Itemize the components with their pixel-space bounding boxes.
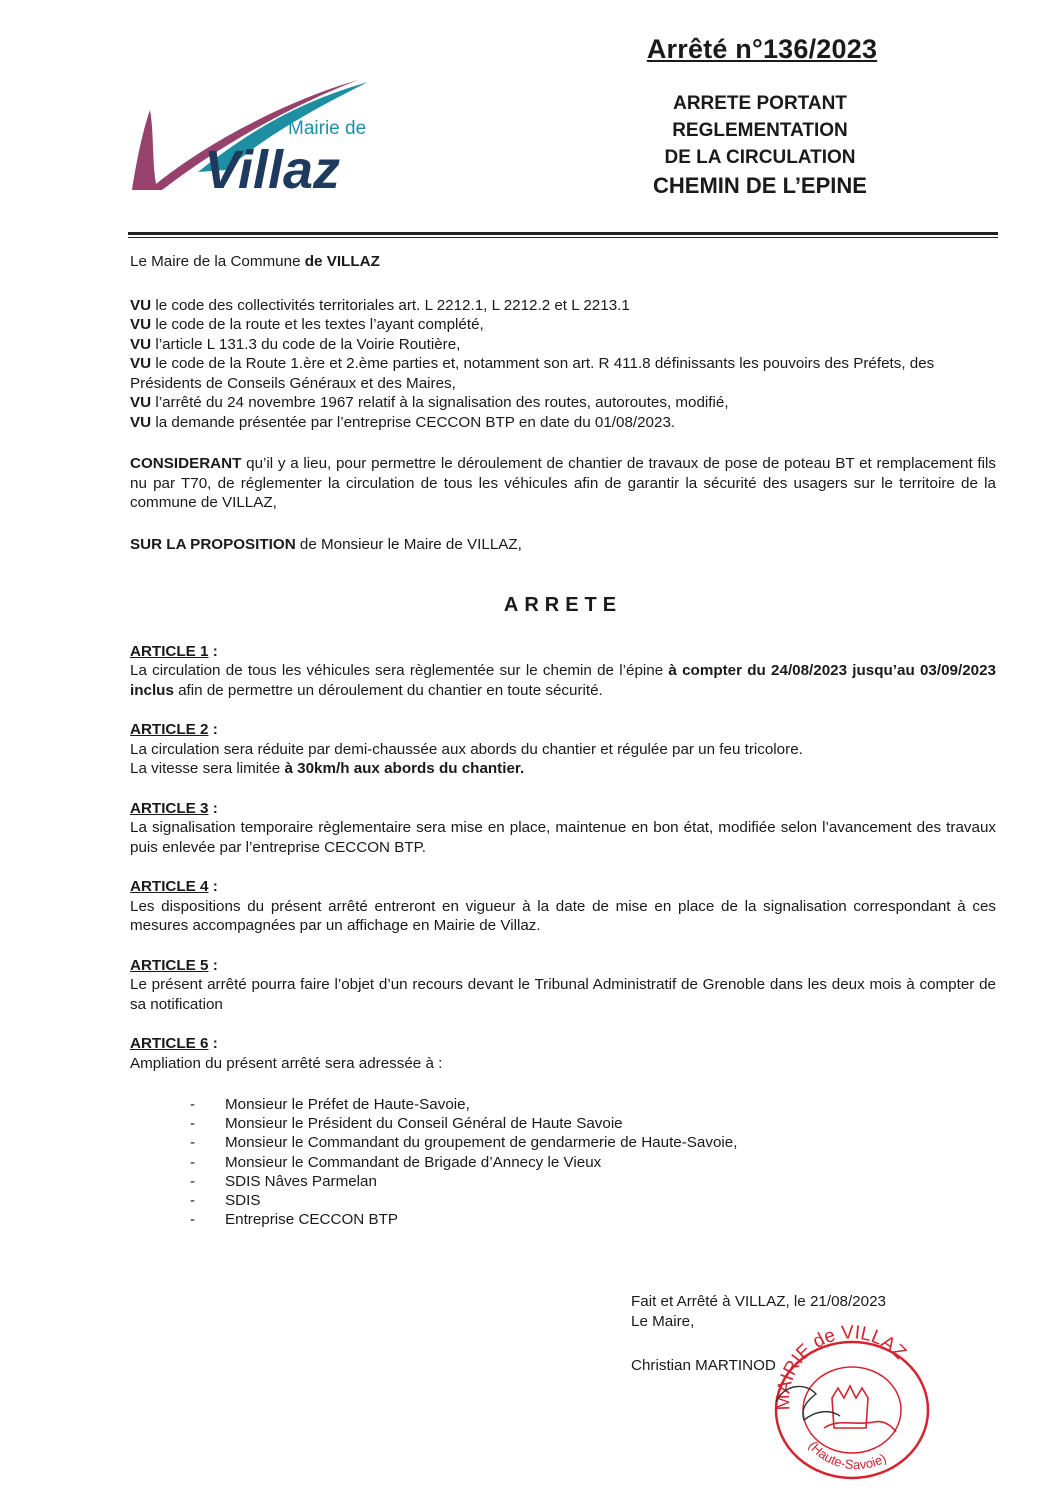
article-title: ARTICLE 2: [130, 721, 209, 738]
place-date: Fait et Arrêté à VILLAZ, le 21/08/2023: [631, 1293, 886, 1310]
list-item: [130, 1114, 996, 1133]
vu-item: [130, 296, 996, 316]
list-dash: -: [190, 1192, 196, 1210]
official-stamp: [762, 1318, 937, 1483]
article-heading: [130, 720, 996, 740]
article-heading: [130, 877, 996, 897]
vu-label: VU: [130, 413, 152, 431]
villaz-logo-graphic: [128, 72, 408, 197]
article-title: ARTICLE 1: [130, 642, 209, 660]
signatory-name: Christian MARTINOD: [631, 1357, 776, 1374]
list-dash: -: [190, 1096, 196, 1113]
vu-label: VU: [130, 394, 152, 411]
vu-item: [130, 335, 996, 355]
list-dash: -: [190, 1153, 196, 1171]
arrete-heading: ARRETE: [503, 594, 623, 616]
article-colon: :: [208, 1035, 218, 1052]
recipient-text: SDIS: [225, 1192, 261, 1210]
article-colon: :: [208, 721, 218, 738]
article-heading: [130, 956, 996, 976]
recipient-text: Entreprise CECCON BTP: [225, 1211, 399, 1229]
vu-text: l’arrêté du 24 novembre 1967 relatif à la signalisation des routes, autoroutes, modifié,: [151, 394, 729, 411]
title-subject: CHEMIN DE L’EPINE: [653, 173, 867, 198]
article-colon: :: [208, 642, 218, 660]
recipient-text: Monsieur le Préfet de Haute-Savoie,: [225, 1096, 470, 1113]
article-text-part: La circulation de tous les véhicules sera règlementée sur le chemin de l’épine: [130, 662, 669, 679]
article-text-bold: à compter du 24/08/2023 jusqu’au 03/09/2023 inclus: [130, 662, 997, 699]
article-1: [130, 642, 996, 701]
recipient-text: Monsieur le Président du Conseil Général de Haute Savoie: [225, 1115, 623, 1133]
list-dash: -: [190, 1115, 196, 1133]
villaz-logo: [128, 72, 408, 197]
logo-line2: Villaz: [204, 140, 341, 197]
vu-item: [130, 413, 996, 433]
intro-prefix: Le Maire de la Commune: [130, 253, 305, 270]
recipient-text: Monsieur le Commandant du groupement de gendarmerie de Haute-Savoie,: [225, 1134, 738, 1152]
vu-text: l’article L 131.3 du code de la Voirie Routière,: [151, 335, 461, 353]
article-heading: [130, 799, 996, 819]
article-text: La signalisation temporaire règlementaire sera mise en place, maintenue en bon état, modifiée selon l’avancement des travaux puis enlevée par l’entreprise CECCON BTP.: [130, 819, 996, 856]
header-divider-thick: [128, 232, 998, 235]
list-dash: -: [190, 1211, 196, 1229]
list-item: [130, 1153, 996, 1172]
article-4: [130, 877, 996, 936]
proposition-label: SUR LA PROPOSITION: [130, 535, 296, 553]
arrete-title: [590, 90, 930, 201]
article-5: [130, 956, 996, 1015]
proposition-text: de Monsieur le Maire de VILLAZ,: [295, 535, 522, 553]
article-colon: :: [208, 799, 218, 817]
vu-text: le code de la Route 1.ère et 2.ème parties et, notamment son art. R 411.8 définissants les pouvoirs des Préfets, des Présidents de Conseils Généraux et des Maires,: [130, 355, 935, 392]
signatory-role: Le Maire,: [631, 1313, 695, 1330]
list-item: [130, 1095, 996, 1114]
considerant-label: CONSIDERANT: [130, 455, 242, 472]
article-6: [130, 1034, 996, 1229]
vu-item: [130, 354, 996, 393]
recipient-list: [130, 1095, 996, 1229]
article-title: ARTICLE 4: [130, 878, 209, 895]
article-text: [130, 661, 996, 700]
article-colon: :: [208, 878, 218, 895]
vu-item: [130, 315, 996, 335]
recipient-text: Monsieur le Commandant de Brigade d’Annecy le Vieux: [225, 1153, 602, 1171]
vu-label: VU: [130, 355, 152, 372]
vu-label: VU: [130, 335, 152, 353]
article-text: [130, 759, 996, 779]
vu-label: VU: [130, 316, 152, 333]
arrete-number: Arrêté n°136/2023: [646, 34, 878, 64]
article-heading: [130, 1034, 996, 1054]
article-colon: :: [208, 956, 218, 974]
list-item: [130, 1133, 996, 1152]
article-title: ARTICLE 5: [130, 956, 209, 974]
article-text: La circulation sera réduite par demi-chaussée aux abords du chantier et régulée par un feu tricolore.: [130, 740, 803, 758]
article-text: Les dispositions du présent arrêté entreront en vigueur à la date de mise en place de la signalisation correspondant à ces mesures accompagnées par un affichage en Mairie de Villaz.: [130, 897, 996, 934]
vu-text: la demande présentée par l’entreprise CECCON BTP en date du 01/08/2023.: [151, 413, 676, 431]
stamp-graphic: [762, 1318, 937, 1483]
vu-text: le code de la route et les textes l’ayant complété,: [151, 316, 484, 333]
title-line-3: DE LA CIRCULATION: [664, 147, 856, 168]
list-item: [130, 1210, 996, 1229]
title-line-1: ARRETE PORTANT: [673, 93, 847, 114]
list-dash: -: [190, 1172, 196, 1190]
article-title: ARTICLE 6: [130, 1035, 209, 1052]
article-text-bold: à 30km/h aux abords du chantier.: [284, 760, 525, 777]
vu-text: le code des collectivités territoriales art. L 2212.1, L 2212.2 et L 2213.1: [151, 296, 630, 314]
article-text-part: La vitesse sera limitée: [130, 760, 285, 777]
intro-line: [130, 252, 996, 272]
article-title: ARTICLE 3: [130, 799, 209, 817]
list-item: [130, 1191, 996, 1210]
document-body: [130, 252, 996, 1249]
vu-item: [130, 393, 996, 413]
logo-line1: Mairie de: [288, 118, 367, 139]
vu-section: [130, 296, 996, 433]
article-text: Le présent arrêté pourra faire l’objet d’un recours devant le Tribunal Administratif de Grenoble dans les deux mois à compter de sa notification: [130, 976, 996, 1013]
proposition-paragraph: [130, 535, 996, 555]
list-item: [130, 1172, 996, 1191]
intro-commune: de VILLAZ: [304, 253, 380, 270]
stamp-top-text: MAIRIE de VILLAZ: [773, 1322, 910, 1411]
article-heading: [130, 642, 996, 662]
considerant-text: qu’il y a lieu, pour permettre le déroulement de chantier de travaux de pose de poteau BT et remplacement fils nu par T70, de réglementer la circulation de tous les véhicules afin de garantir la sécurité des usagers sur le territoire de la commune de VILLAZ,: [130, 455, 996, 511]
header-divider-thin: [128, 237, 998, 238]
article-3: [130, 799, 996, 858]
recipient-text: SDIS Nâves Parmelan: [225, 1172, 377, 1190]
title-line-2: REGLEMENTATION: [672, 120, 848, 141]
article-text-part: afin de permettre un déroulement du chantier en toute sécurité.: [173, 681, 603, 699]
article-2: [130, 720, 996, 779]
list-dash: -: [190, 1134, 196, 1152]
article-text: Ampliation du présent arrêté sera adressée à :: [130, 1054, 443, 1072]
vu-label: VU: [130, 296, 152, 314]
considerant-paragraph: [130, 454, 996, 513]
stamp-bottom-text: (Haute-Savoie): [805, 1438, 889, 1473]
